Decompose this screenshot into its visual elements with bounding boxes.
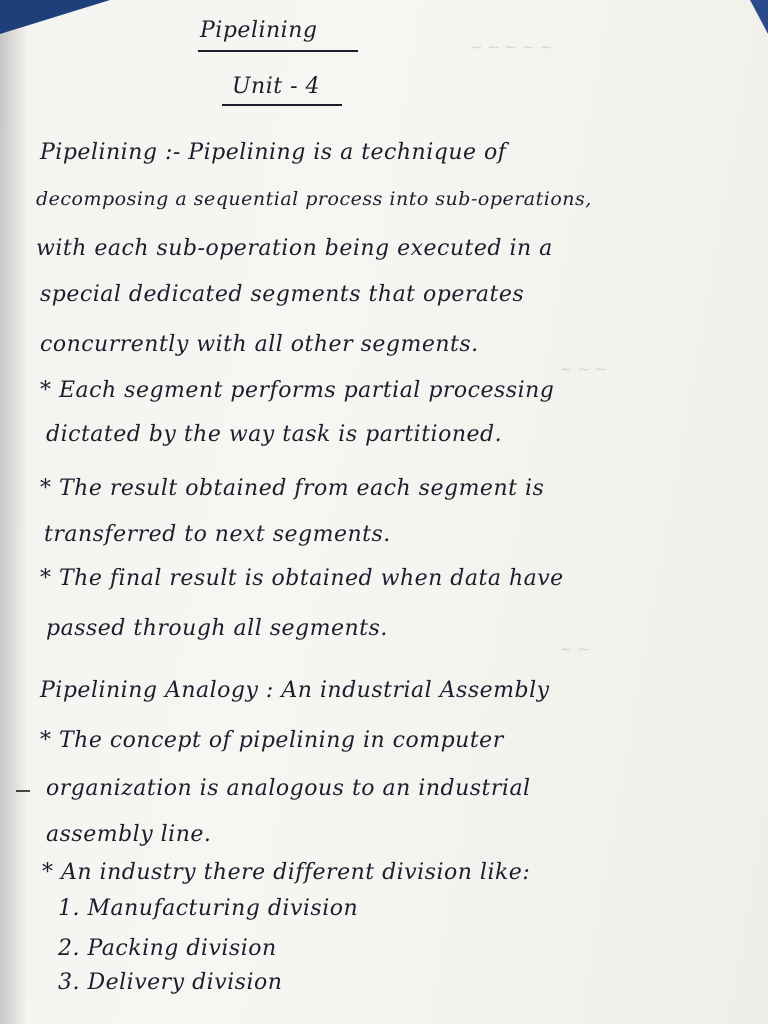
text-line: * Each segment performs partial processing — [40, 378, 555, 403]
unit-underline — [222, 104, 342, 106]
text-line: * The result obtained from each segment is — [40, 476, 545, 501]
bleed-through-mark: ~ ~ — [560, 640, 590, 658]
text-line: dictated by the way task is partitioned. — [46, 422, 503, 447]
unit-label: Unit - 4 — [232, 74, 321, 99]
text-line: passed through all segments. — [46, 616, 388, 641]
text-line: * The final result is obtained when data have — [40, 566, 564, 591]
text-line: transferred to next segments. — [44, 522, 391, 547]
list-item: 1. Manufacturing division — [58, 896, 359, 921]
text-line: concurrently with all other segments. — [40, 332, 479, 357]
corner-background — [0, 0, 110, 34]
list-item: 2. Packing division — [58, 936, 277, 961]
bleed-through-mark: ~ ~ ~ — [560, 360, 608, 378]
text-line: decomposing a sequential process into sub-operations, — [36, 188, 592, 210]
title-underline — [198, 50, 358, 52]
page-fold-shadow — [0, 0, 28, 1024]
text-line: * An industry there different division like: — [42, 860, 531, 885]
text-line: with each sub-operation being executed in a — [36, 236, 553, 261]
text-line: assembly line. — [46, 822, 212, 847]
text-line: Pipelining Analogy : An industrial Assembly — [40, 678, 550, 703]
text-line: organization is analogous to an industrial — [46, 776, 531, 801]
corner-background-right — [750, 0, 768, 34]
page-title: Pipelining — [200, 18, 318, 43]
text-line: Pipelining :- Pipelining is a technique of — [40, 140, 507, 165]
margin-dash — [16, 790, 30, 792]
list-item: 3. Delivery division — [58, 970, 283, 995]
bleed-through-mark: ~ ~ ~ ~ ~ — [470, 38, 552, 56]
text-line: special dedicated segments that operates — [40, 282, 525, 307]
text-line: * The concept of pipelining in computer — [40, 728, 504, 753]
